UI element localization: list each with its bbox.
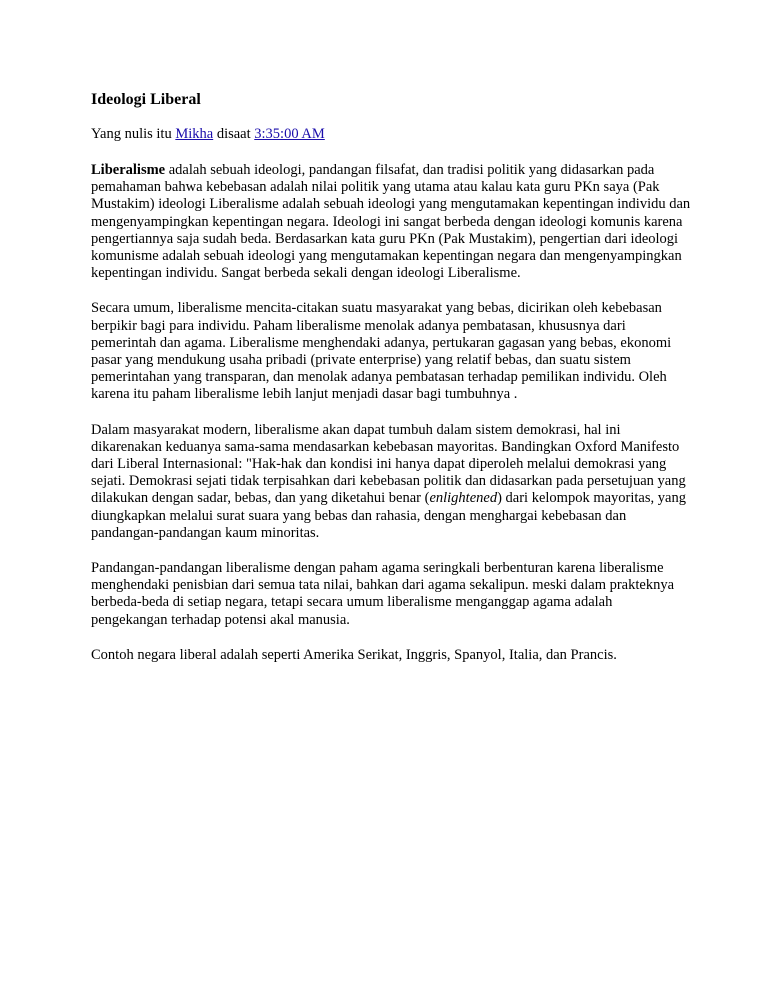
author-link[interactable]: Mikha — [175, 126, 214, 142]
term-enlightened: enlightened — [429, 490, 498, 507]
post-byline — [91, 125, 691, 143]
paragraph-2: Secara umum, liberalisme mencita-citakan suatu masyarakat yang bebas, dicirikan oleh kebebasan berpikir bagi para individu. Paham liberalisme menolak adanya pembatasan, khususnya dari pemerintah dan agama. Liberalisme menghendaki adanya, pertukaran gagasan yang bebas, ekonomi pasar yang mendukung usaha pribadi (private enterprise) yang relatif bebas, dan suatu sistem pemerintahan yang transparan, dan menolak adanya pembatasan terhadap pemilikan individu. Oleh karena itu paham liberalisme lebih lanjut menjadi dasar bagi tumbuhnya . — [91, 300, 672, 403]
byline-prefix: Yang nulis itu — [91, 126, 172, 142]
paragraph-4: Pandangan-pandangan liberalisme dengan paham agama seringkali berbenturan karena liberalisme menghendaki penisbian dari semua tata nilai, bahkan dari agama sekalipun. meski dalam prakteknya berbeda-beda di setiap negara, tetapi secara umum liberalisme menganggap agama adalah pengekangan terhadap potensi akal manusia. — [91, 560, 675, 628]
paragraph-1 — [91, 162, 691, 282]
paragraph-3-text-a: Dalam masyarakat modern, liberalisme akan dapat tumbuh dalam sistem demokrasi, hal ini dikarenakan keduanya sama-sama mendasarkan kebebasan mayoritas. Bandingkan Oxford Manifesto dari Liberal Internasional: "Hak-hak dan kondisi ini hanya dapat diperoleh melalui demokrasi yang sejati. Demokrasi sejati tidak terpisahkan dari kebebasan politik dan didasarkan pada persetujuan yang dilakukan dengan sadar, bebas, dan yang diketahui benar ( — [91, 421, 686, 507]
byline-middle: disaat — [216, 126, 251, 142]
paragraph-3-text-b: ) dari kelompok mayoritas, yang diungkapkan melalui surat suara yang bebas dan rahasia, dengan menghargai kebebasan dan pandangan-pandangan kaum minoritas. — [91, 490, 686, 541]
blog-post — [91, 89, 691, 682]
timestamp-link[interactable]: 3:35:00 AM — [254, 126, 325, 142]
post-title: Ideologi Liberal — [91, 91, 201, 108]
paragraph-1-text: adalah sebuah ideologi, pandangan filsafat, dan tradisi politik yang didasarkan pada pemahaman bahwa kebebasan adalah nilai politik yang utama atau kalau kata guru PKn saya (Pak Mustakim) ideologi Liberalisme adalah sebuah ideologi yang mengutamakan kepentingan individu dan mengenyampingkan kepentingan negara. Ideologi ini sangat berbeda dengan ideologi komunis karena pengertiannya saja sudah beda. Berdasarkan kata guru PKn (Pak Mustakim), pengertian dari ideologi komunisme adalah sebuah ideologi yang mengutamakan kepentingan negara dan mengenyampingkan kepentingan individu. Sangat berbeda sekali dengan ideologi Liberalisme. — [91, 162, 691, 282]
paragraph-5: Contoh negara liberal adalah seperti Amerika Serikat, Inggris, Spanyol, Italia, dan Prancis. — [91, 646, 617, 663]
paragraph-3 — [91, 422, 691, 542]
term-liberalisme: Liberalisme — [91, 162, 166, 178]
